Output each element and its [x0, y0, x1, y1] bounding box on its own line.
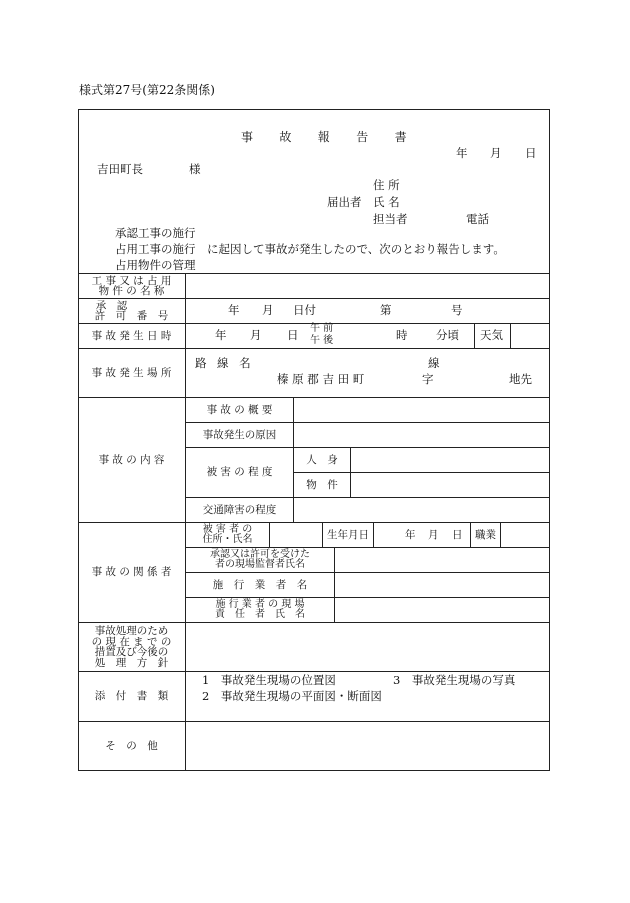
column-divider	[500, 522, 501, 547]
attachment-item-3: 3 事故発生現場の写真	[393, 673, 516, 687]
lot-label: 地先	[509, 372, 532, 386]
birth-month: 月	[428, 529, 439, 541]
column-divider	[510, 323, 511, 348]
reporter-name-label: 氏 名	[373, 195, 400, 209]
occurrence-place-label: 事 故 発 生 場 所	[91, 366, 172, 379]
reporter-address-label: 住 所	[373, 178, 400, 192]
permit-go: 号	[451, 303, 463, 317]
district-name: 榛 原 郡 吉 田 町	[277, 372, 365, 386]
other-label: そ の 他	[105, 739, 158, 752]
construction-name-label: 工 事 又 は 占 用 物 件 の 名 称	[91, 274, 172, 297]
traffic-disruption-label: 交通障害の程度	[202, 503, 277, 516]
attachment-item-2: 2 事故発生現場の平面図・断面図	[202, 689, 382, 703]
reporter-notifier-label: 届出者	[327, 195, 362, 209]
permit-date-suffix: 日付	[293, 303, 316, 317]
victim-address-name-label: 被 害 者 の 住所・氏名	[202, 524, 253, 545]
occupation-label: 職業	[475, 528, 496, 541]
accident-cause-label: 事故発生の原因	[202, 428, 277, 441]
birth-day: 日	[452, 529, 463, 541]
column-divider	[334, 547, 335, 622]
birth-year: 年	[405, 529, 416, 541]
report-date-day: 日	[525, 146, 537, 160]
site-manager-label: 施 行 業 者 の 現 場 責 任 者 氏 名	[215, 599, 305, 620]
damage-personal-label: 人 身	[306, 453, 338, 466]
permit-dai: 第	[380, 303, 392, 317]
category-approved-construction: 承認工事の施行	[115, 226, 196, 240]
weather-label: 天気	[480, 328, 503, 342]
contractor-name-label: 施 行 業 者 名	[212, 578, 308, 591]
column-divider	[474, 323, 475, 348]
report-statement: に起因して事故が発生したので、次のとおり報告します。	[207, 242, 505, 256]
permit-year: 年	[228, 303, 240, 317]
column-divider	[350, 447, 351, 497]
addressee-name: 吉田町長	[97, 162, 143, 176]
reporter-contact-label: 担当者	[373, 212, 408, 226]
birth-date-label: 生年月日	[327, 528, 369, 541]
measures-label: 事故処理のため の 現 在 ま で の 措置及び今後の 処 理 方 針	[91, 625, 172, 669]
route-line-suffix: 線	[428, 356, 440, 370]
accident-overview-label: 事 故 の 概 要	[206, 403, 273, 416]
reporter-phone-label: 電話	[466, 212, 489, 226]
aza-label: 字	[422, 372, 434, 386]
occurrence-am: 午 前	[310, 323, 334, 334]
column-divider	[185, 273, 186, 771]
permit-month: 月	[262, 303, 274, 317]
accident-content-label: 事 故 の 内 容	[98, 453, 165, 466]
occurrence-month: 月	[250, 328, 262, 342]
permit-number-label: 承 認 許 可 番 号	[94, 299, 169, 322]
form-number: 様式第27号(第22条関係)	[79, 83, 215, 97]
supervisor-name-label: 承認又は許可を受けた 者の現場監督者氏名	[210, 549, 310, 570]
column-divider	[269, 522, 270, 547]
form-title: 事 故 報 告 書	[241, 130, 414, 144]
occurrence-pm: 午 後	[310, 335, 334, 346]
report-date-year: 年	[456, 146, 468, 160]
attachment-item-1: 1 事故発生現場の位置図	[202, 673, 336, 687]
occurrence-day: 日	[287, 328, 299, 342]
damage-property-label: 物 件	[306, 478, 338, 491]
occurrence-year: 年	[215, 328, 227, 342]
category-occupancy-construction: 占用工事の施行	[115, 242, 196, 256]
report-date-month: 月	[490, 146, 502, 160]
occurrence-minute: 分頃	[436, 328, 459, 342]
damage-extent-label: 被 害 の 程 度	[206, 466, 273, 479]
attachments-label: 添 付 書 類	[94, 690, 169, 703]
column-divider	[373, 522, 374, 547]
persons-involved-label: 事 故 の 関 係 者	[91, 566, 172, 579]
route-name-label: 路 線 名	[195, 356, 255, 370]
occurrence-hour: 時	[396, 328, 408, 342]
occurrence-datetime-label: 事 故 発 生 日 時	[91, 329, 172, 342]
addressee-honorific: 様	[189, 162, 201, 176]
category-occupancy-management: 占用物件の管理	[115, 258, 196, 272]
